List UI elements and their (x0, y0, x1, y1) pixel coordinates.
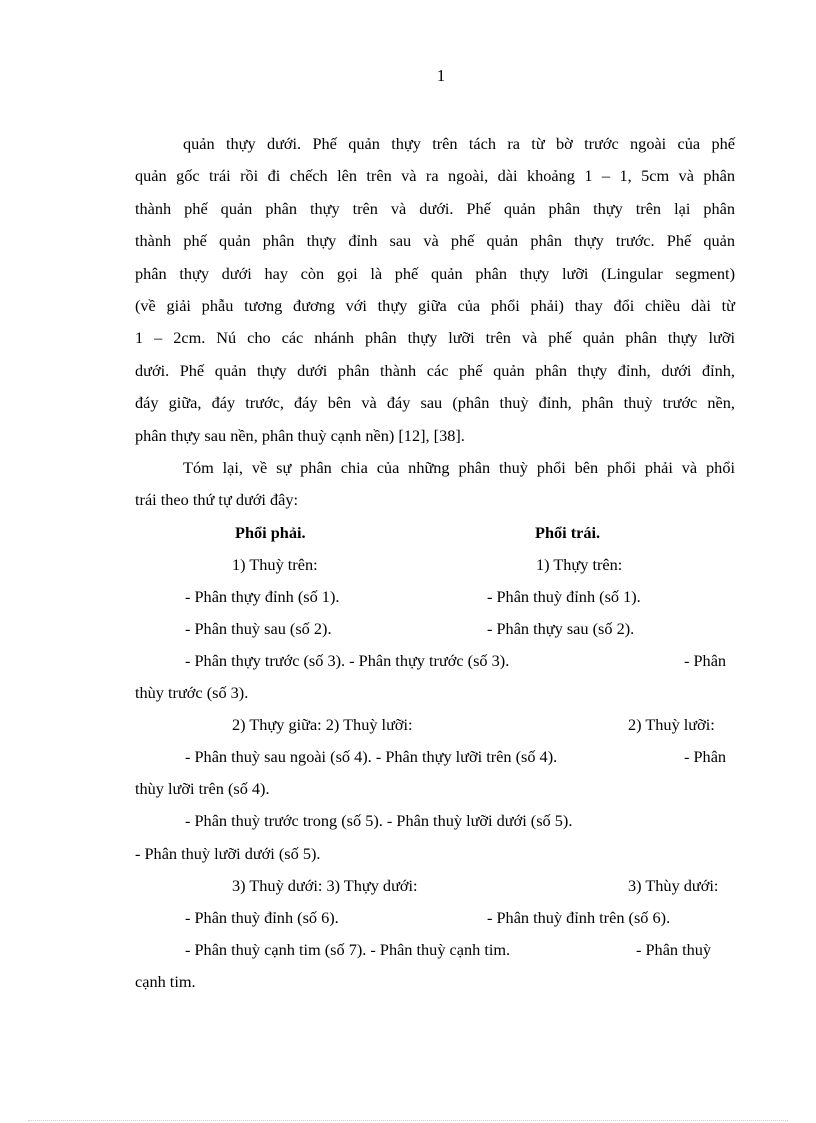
paragraph-line: dưới. Phế quản thựy dưới phân thành các phế quản phân thựy đỉnh, dưới đỉnh, (135, 361, 735, 380)
list-item: 1) Thựy trên: (536, 555, 623, 574)
list-item: - Phân thựy sau (số 2). (487, 619, 635, 638)
paragraph-line: thành phế quản phân thựy trên và dưới. Phế quản phân thựy trên lại phân (135, 199, 735, 218)
paragraph-line: đáy giữa, đáy trước, đáy bên và đáy sau (phân thuỳ đỉnh, phân thuỳ trước nền, (135, 393, 735, 412)
paragraph-line: quản gốc trái rồi đi chếch lên trên và ra ngoài, dài khoảng 1 – 1, 5cm và phân (135, 166, 735, 185)
paragraph-line: quản thựy dưới. Phế quản thựy trên tách ra từ bờ trước ngoài của phế (183, 134, 735, 153)
paragraph-line: phân thựy sau nền, phân thuỳ cạnh nền) [12], [38]. (135, 426, 465, 445)
paragraph-line: (về giải phẫu tương đương với thựy giữa của phổi phải) thay đổi chiều dài từ (135, 296, 735, 315)
list-item: - Phân thuỳ lưỡi dưới (số 5). (135, 844, 321, 863)
list-item: 2) Thựy giữa: 2) Thuỳ lưỡi: (232, 715, 413, 734)
list-item: - Phân thựy trước (số 3). - Phân thựy trước (số 3). (185, 651, 510, 670)
list-item: - Phân thuỳ sau ngoài (số 4). - Phân thựy lưỡi trên (số 4). (185, 747, 558, 766)
paragraph-line: trái theo thứ tự dưới đây: (135, 490, 299, 509)
list-item: 3) Thùy dưới: (628, 876, 719, 895)
paragraph-line: phân thựy dưới hay còn gọi là phế quản phân thựy lưỡi (Lingular segment) (135, 264, 735, 283)
list-item: - Phân thuỳ trước trong (số 5). - Phân thuỳ lưỡi dưới (số 5). (185, 811, 573, 830)
list-item: - Phân thuỳ đỉnh (số 6). (185, 908, 339, 927)
list-item: 3) Thuỳ dưới: 3) Thựy dưới: (232, 876, 418, 895)
list-item: cạnh tim. (135, 972, 196, 991)
page-number: 1 (436, 66, 446, 85)
list-item: - Phân thuỳ cạnh tim (số 7). - Phân thuỳ cạnh tim. (185, 940, 511, 959)
list-item: thùy lưỡi trên (số 4). (135, 779, 270, 798)
list-item: 2) Thuỳ lưỡi: (628, 715, 715, 734)
paragraph-line: thành phế quản phân thựy đỉnh sau và phế quản phân thựy trước. Phế quản (135, 231, 735, 250)
list-item: - Phân thuỳ đỉnh trên (số 6). (487, 908, 671, 927)
paragraph-line: Tóm lại, về sự phân chia của những phân thuỳ phổi bên phổi phải và phổi (183, 458, 735, 477)
footer-divider (28, 1120, 788, 1121)
heading-left-lung: Phổi trái. (535, 523, 601, 542)
list-item: - Phân (684, 651, 727, 670)
list-item: thùy trước (số 3). (135, 683, 249, 702)
list-item: - Phân thuỳ (636, 940, 712, 959)
list-item: - Phân (684, 747, 727, 766)
heading-right-lung: Phổi phải. (235, 523, 306, 542)
list-item: - Phân thựy đỉnh (số 1). (185, 587, 340, 606)
list-item: - Phân thuỳ đỉnh (số 1). (487, 587, 641, 606)
list-item: 1) Thuỳ trên: (232, 555, 318, 574)
list-item: - Phân thuỳ sau (số 2). (185, 619, 332, 638)
paragraph-line: 1 – 2cm. Nú cho các nhánh phân thựy lưỡi trên và phế quản phân thựy lưỡi (135, 328, 735, 347)
